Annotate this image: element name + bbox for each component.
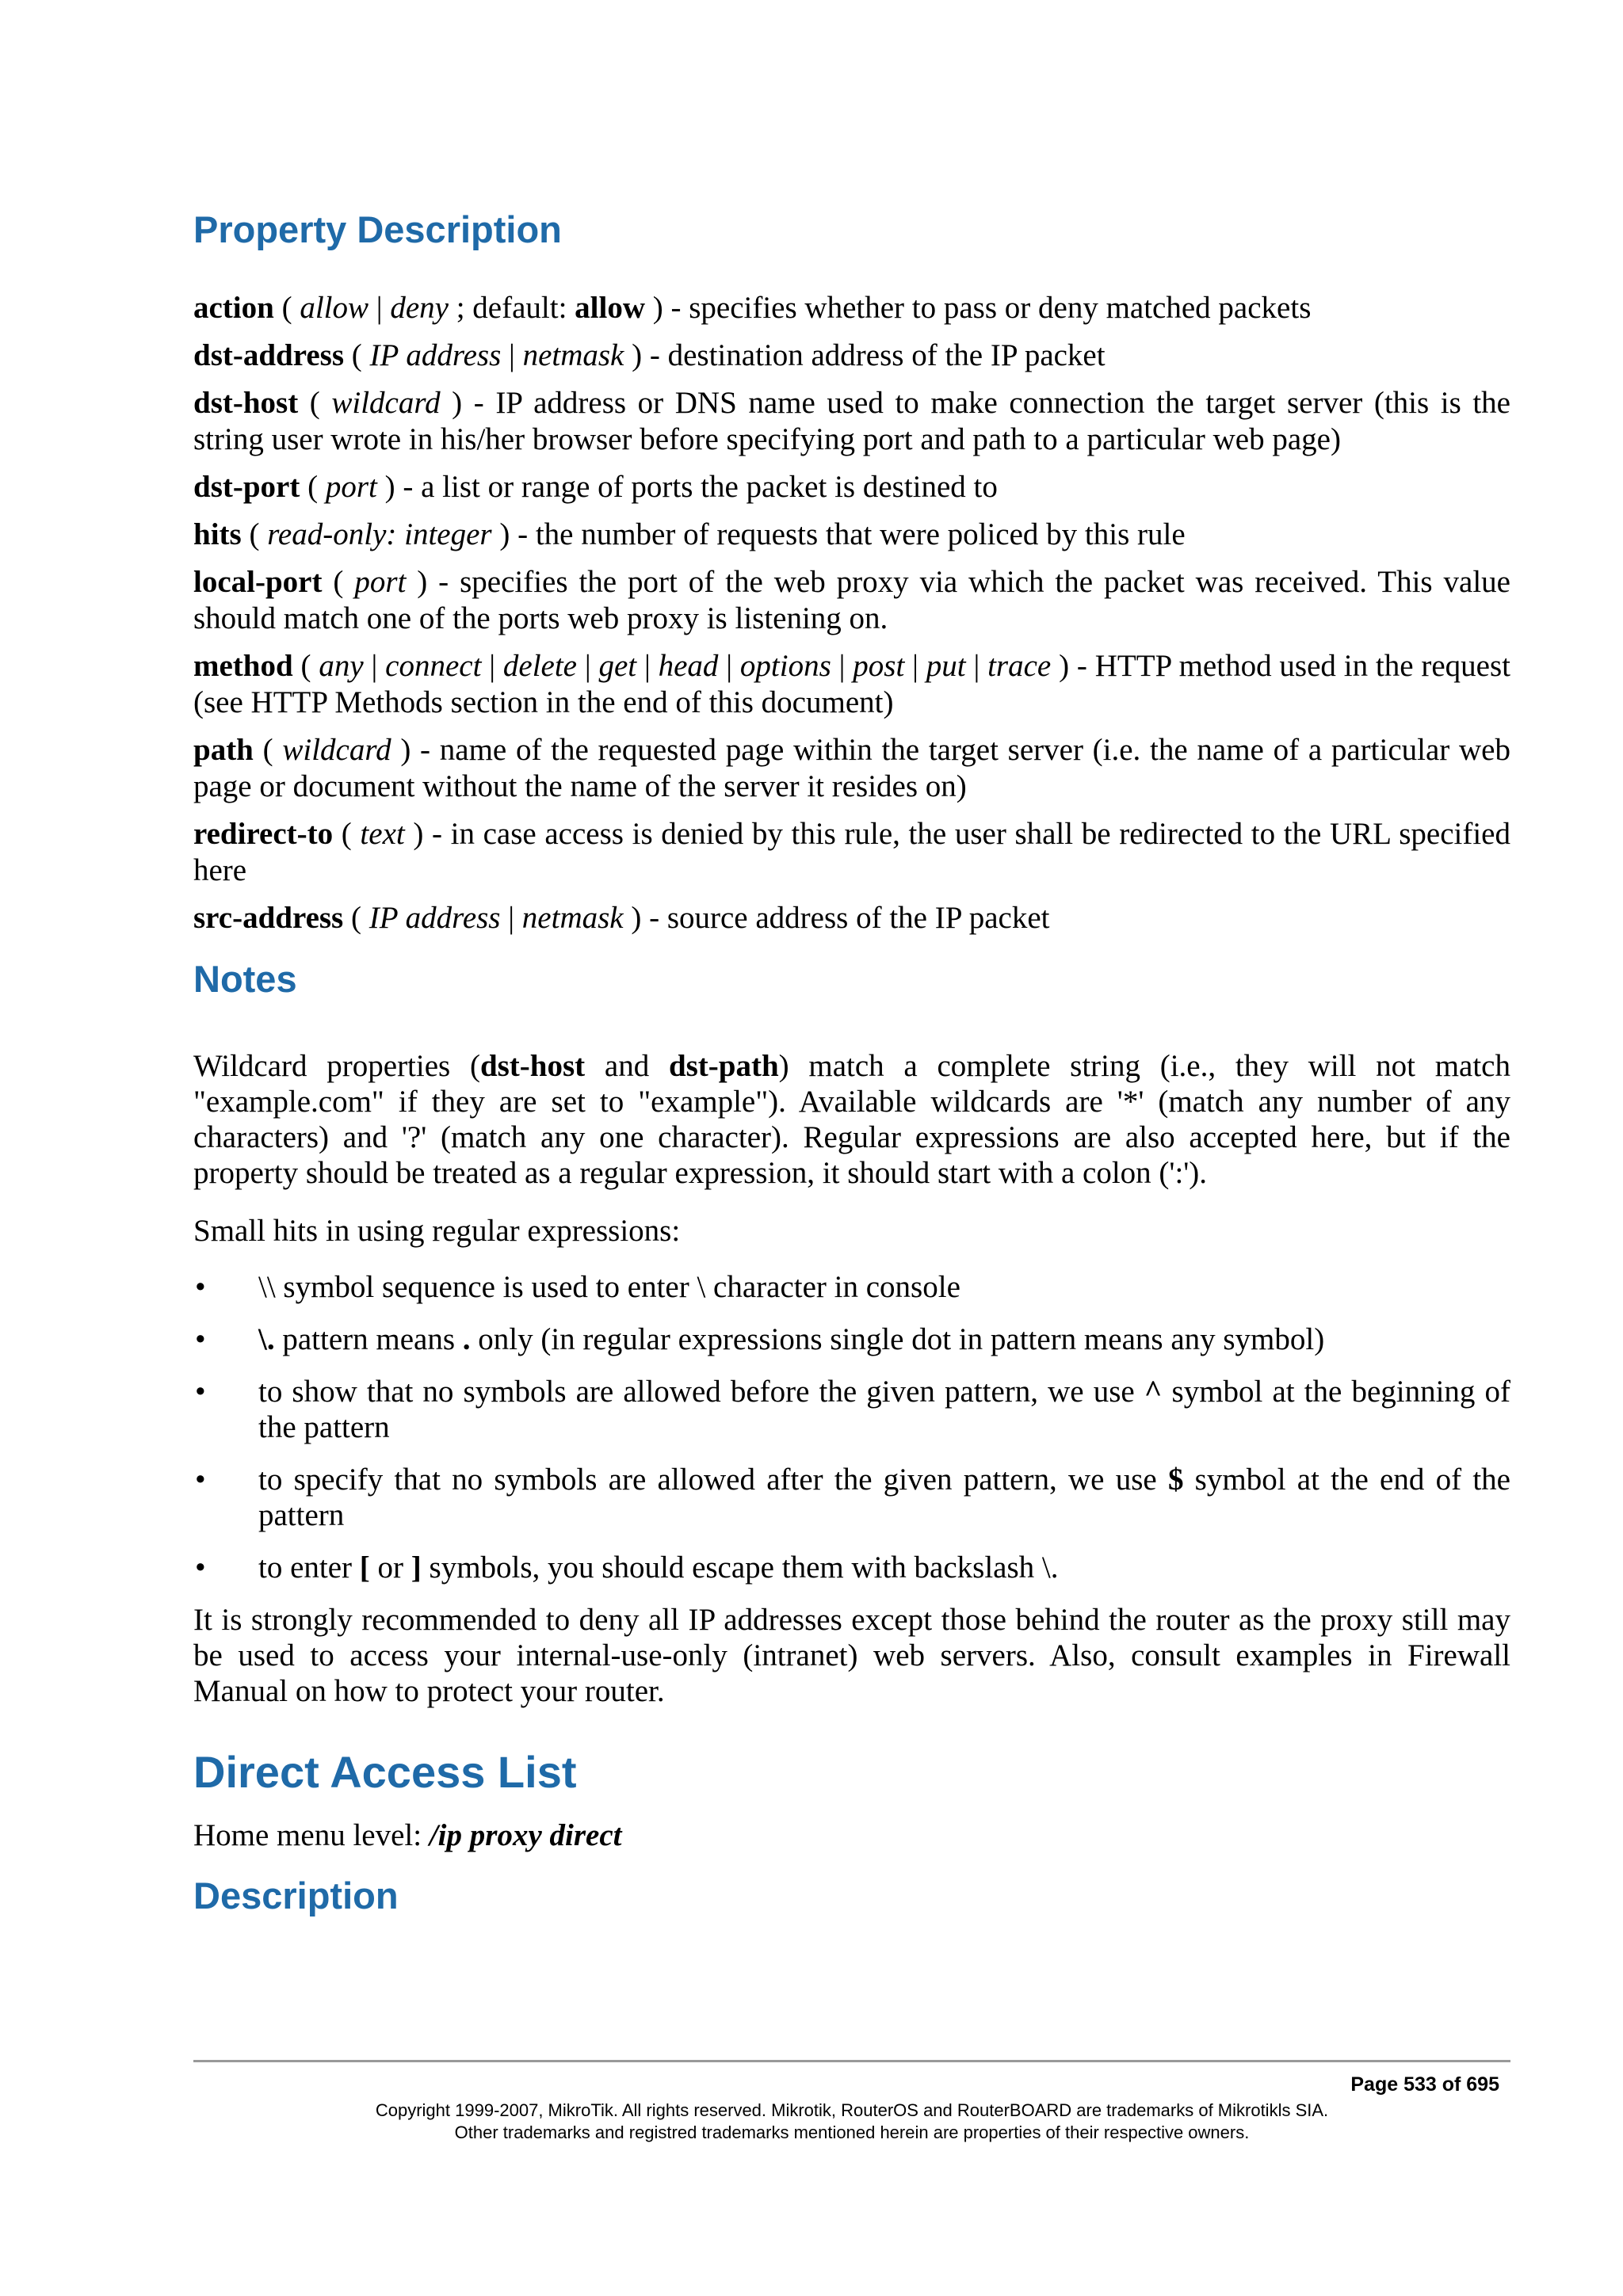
notes-paragraph-recommendation: It is strongly recommended to deny all IP addresses except those behind the router as the proxy still may be used to access your internal-use-only (intranet) web servers. Also, consult examples in Firewall Manual on how to protect your router. xyxy=(193,1602,1510,1708)
list-item: • to enter [ or ] symbols, you should escape them with backslash \. xyxy=(195,1550,1059,1585)
page-number: Page 533 of 695 xyxy=(1350,2073,1499,2096)
property-name: dst-address xyxy=(193,338,344,373)
page-content xyxy=(193,208,1510,1918)
property-name: action xyxy=(193,291,274,326)
list-item: • to show that no symbols are allowed before the given pattern, we use ^ symbol at the beginning of the pattern xyxy=(195,1374,1511,1444)
property-local-port: local-port ( port ) - specifies the port of the web proxy via which the packet was received. This value should match one of the ports web proxy is listening on. xyxy=(193,565,1510,636)
property-method: method ( any | connect | delete | get | head | options | post | put | trace ) - HTTP method used in the request (see HTTP Methods section in the end of this document) xyxy=(193,649,1511,720)
property-name: local-port xyxy=(193,565,323,600)
bullet-icon: • xyxy=(195,1269,206,1304)
notes-paragraph-wildcards: Wildcard properties (dst-host and dst-path) match a complete string (i.e., they will not match "example.com" if they are set to "example"). Available wildcards are '*' (match any number of any characters) and '?' (match any one character). Regular expressions are also accepted here, but if the property should be treated as a regular expression, it should start with a colon (':'). xyxy=(193,1048,1510,1190)
property-name: redirect-to xyxy=(193,817,334,852)
property-dst-address: dst-address ( IP address | netmask ) - destination address of the IP packet xyxy=(193,338,1106,373)
list-item: • \. pattern means . only (in regular expressions single dot in pattern means any symbol) xyxy=(195,1322,1325,1356)
list-item: • \\ symbol sequence is used to enter \ character in console xyxy=(195,1269,960,1304)
list-item: • to specify that no symbols are allowed after the given pattern, we use $ symbol at the end of the pattern xyxy=(195,1462,1510,1532)
menu-path: /ip proxy direct xyxy=(429,1817,622,1852)
menu-level: Home menu level: /ip proxy direct xyxy=(193,1817,622,1852)
description-heading: Description xyxy=(193,1874,399,1917)
property-name: dst-port xyxy=(193,470,300,505)
property-redirect-to: redirect-to ( text ) - in case access is denied by this rule, the user shall be redirected to the URL specified here xyxy=(193,817,1510,888)
property-description-heading: Property Description xyxy=(193,208,562,250)
footer-divider xyxy=(193,2060,1510,2062)
bullet-icon: • xyxy=(195,1322,206,1356)
bullet-icon: • xyxy=(195,1550,206,1585)
property-src-address: src-address ( IP address | netmask ) - source address of the IP packet xyxy=(193,901,1050,936)
direct-access-list-heading: Direct Access List xyxy=(193,1746,577,1797)
property-name: hits xyxy=(193,517,242,552)
property-name: method xyxy=(193,649,293,684)
property-name: src-address xyxy=(193,901,344,936)
property-dst-port: dst-port ( port ) - a list or range of ports the packet is destined to xyxy=(193,470,998,505)
page-footer xyxy=(193,2060,1510,2144)
notes-paragraph-hints-intro: Small hits in using regular expressions: xyxy=(193,1213,681,1248)
bullet-icon: • xyxy=(195,1462,206,1497)
property-dst-host: dst-host ( wildcard ) - IP address or DNS name used to make connection the target server (this is the string user wrote in his/her browser before specifying port and path to a particular web page) xyxy=(193,386,1510,457)
property-action: action ( allow | deny ; default: allow ) - specifies whether to pass or deny matched packets xyxy=(193,291,1312,326)
regex-hints-list xyxy=(193,1269,1510,1585)
copyright-text: Copyright 1999-2007, MikroTik. All rights reserved. Mikrotik, RouterOS and RouterBOARD are trademarks of Mikrotikls SIA. Other trademarks and registred trademarks mentioned herein are properties of their respective owners. xyxy=(375,2100,1329,2142)
bullet-icon: • xyxy=(195,1374,206,1409)
property-name: dst-host xyxy=(193,386,299,421)
property-hits: hits ( read-only: integer ) - the number of requests that were policed by this rule xyxy=(193,517,1186,552)
property-list xyxy=(193,290,1510,936)
notes-heading: Notes xyxy=(193,958,297,1001)
property-name: path xyxy=(193,733,254,768)
property-path: path ( wildcard ) - name of the requested page within the target server (i.e. the name of a particular web page or document without the name of the server it resides on) xyxy=(193,733,1510,804)
